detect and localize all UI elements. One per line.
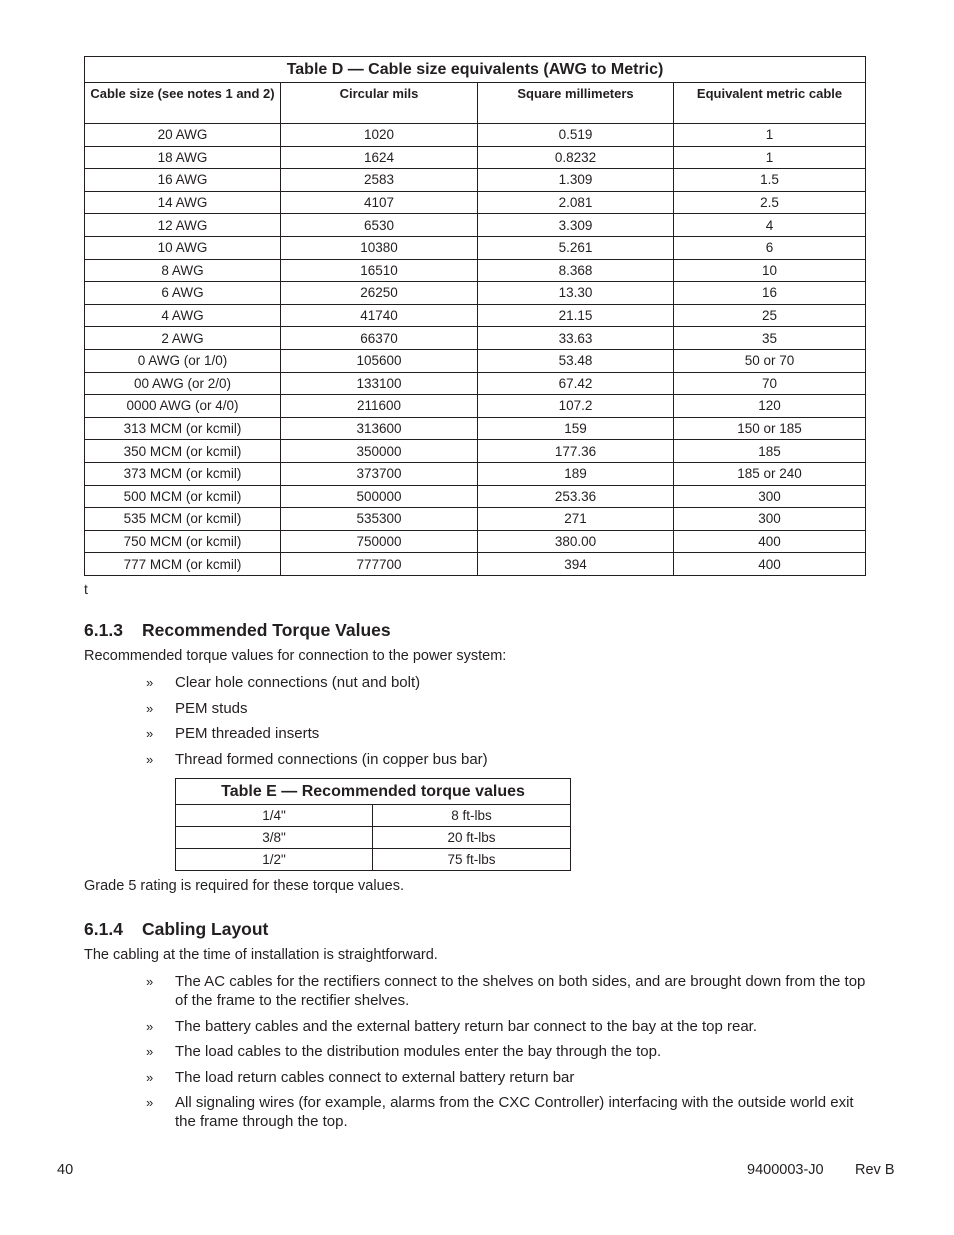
table-row (85, 395, 866, 418)
list-item (146, 1068, 866, 1087)
table-cell: 1 (674, 124, 866, 147)
list-item-text: The AC cables for the rectifiers connect to the shelves on both sides, and are brought down from the top of the frame to the rectifier shelves. (175, 973, 866, 1009)
table-e-torque-values (175, 778, 571, 871)
table-row (85, 191, 866, 214)
table-row (85, 417, 866, 440)
bullet-marker: » (146, 1044, 154, 1059)
table-cell: 13.30 (478, 282, 674, 305)
table-cell: 777 MCM (or kcmil) (85, 553, 281, 576)
table-cell: 177.36 (478, 440, 674, 463)
table-row (85, 236, 866, 259)
list-item-text: Clear hole connections (nut and bolt) (175, 674, 421, 691)
table-cell: 777700 (281, 553, 478, 576)
list-item-text: PEM threaded inserts (175, 725, 320, 742)
table-d-cable-sizes (84, 56, 866, 576)
table-d-header-square-mm: Square millimeters (478, 83, 674, 124)
bullet-marker: » (146, 1018, 154, 1034)
table-row (85, 530, 866, 553)
table-cell: 00 AWG (or 2/0) (85, 372, 281, 395)
table-cell: 500000 (281, 485, 478, 508)
table-cell: 33.63 (478, 327, 674, 350)
table-cell: 6 AWG (85, 282, 281, 305)
table-cell: 10 (674, 259, 866, 282)
table-cell: 535 MCM (or kcmil) (85, 508, 281, 531)
table-cell: 1020 (281, 124, 478, 147)
table-row (85, 259, 866, 282)
section-6-1-3-intro: Recommended torque values for connection to the power system: (84, 648, 507, 664)
table-row (85, 304, 866, 327)
section-6-1-3-heading (84, 620, 391, 641)
table-row (85, 214, 866, 237)
table-cell: 2.5 (674, 191, 866, 214)
table-cell: 1 (674, 146, 866, 169)
table-cell: 0.519 (478, 124, 674, 147)
table-cell: 1/2" (176, 849, 373, 871)
table-cell: 18 AWG (85, 146, 281, 169)
table-cell: 1/4" (176, 805, 373, 827)
section-title: Recommended Torque Values (142, 620, 391, 640)
table-row (85, 553, 866, 576)
list-item-text: The battery cables and the external battery return bar connect to the bay at the top rear. (175, 1017, 758, 1035)
table-row (85, 462, 866, 485)
table-cell: 159 (478, 417, 674, 440)
section-number: 6.1.4 (84, 919, 123, 939)
list-item (146, 1042, 866, 1061)
table-cell: 6 (674, 236, 866, 259)
table-cell: 10380 (281, 236, 478, 259)
table-cell: 211600 (281, 395, 478, 418)
table-cell: 20 AWG (85, 124, 281, 147)
table-e-title: Table E — Recommended torque values (176, 779, 571, 805)
table-cell: 300 (674, 485, 866, 508)
table-cell: 4107 (281, 191, 478, 214)
table-row (85, 372, 866, 395)
table-cell: 25 (674, 304, 866, 327)
table-row (85, 146, 866, 169)
table-cell: 26250 (281, 282, 478, 305)
bullet-marker: » (146, 1069, 154, 1085)
table-cell: 2 AWG (85, 327, 281, 350)
table-row (85, 169, 866, 192)
bullet-marker: » (146, 751, 154, 767)
table-cell: 70 (674, 372, 866, 395)
table-cell: 21.15 (478, 304, 674, 327)
table-cell: 12 AWG (85, 214, 281, 237)
section-6-1-4-intro: The cabling at the time of installation is straightforward. (84, 947, 438, 963)
table-row (85, 440, 866, 463)
table-cell: 350 MCM (or kcmil) (85, 440, 281, 463)
stray-character: t (84, 581, 88, 597)
table-cell: 75 ft-lbs (373, 849, 571, 871)
table-cell: 400 (674, 553, 866, 576)
table-cell: 394 (478, 553, 674, 576)
bullet-marker: » (146, 675, 154, 690)
table-cell: 0 AWG (or 1/0) (85, 349, 281, 372)
table-d-header-cable-size: Cable size (see notes 1 and 2) (85, 83, 281, 124)
list-item (146, 699, 866, 718)
bullet-marker: » (146, 700, 154, 716)
list-item (146, 673, 866, 692)
table-cell: 313600 (281, 417, 478, 440)
torque-grade-note: Grade 5 rating is required for these torque values. (84, 878, 404, 894)
list-item-text: Thread formed connections (in copper bus bar) (175, 750, 488, 768)
table-cell: 35 (674, 327, 866, 350)
list-item (146, 1017, 866, 1036)
list-item-text: The load return cables connect to external battery return bar (175, 1068, 575, 1086)
table-cell: 350000 (281, 440, 478, 463)
list-item-text: PEM studs (175, 699, 248, 717)
table-cell: 16 (674, 282, 866, 305)
list-item (146, 1093, 866, 1131)
section-number: 6.1.3 (84, 620, 123, 640)
table-cell: 3/8" (176, 827, 373, 849)
table-row (176, 827, 571, 849)
table-cell: 500 MCM (or kcmil) (85, 485, 281, 508)
table-cell: 50 or 70 (674, 349, 866, 372)
table-cell: 67.42 (478, 372, 674, 395)
table-cell: 16510 (281, 259, 478, 282)
list-item (146, 750, 866, 769)
table-cell: 14 AWG (85, 191, 281, 214)
table-cell: 66370 (281, 327, 478, 350)
table-cell: 1.5 (674, 169, 866, 192)
table-row (176, 849, 571, 871)
list-item (146, 972, 866, 1010)
table-cell: 185 or 240 (674, 462, 866, 485)
bullet-marker: » (146, 974, 154, 989)
table-cell: 373700 (281, 462, 478, 485)
table-row (85, 485, 866, 508)
table-d-header-metric-cable: Equivalent metric cable (674, 83, 866, 124)
table-cell: 313 MCM (or kcmil) (85, 417, 281, 440)
table-cell: 380.00 (478, 530, 674, 553)
table-cell: 133100 (281, 372, 478, 395)
table-cell: 107.2 (478, 395, 674, 418)
table-cell: 5.261 (478, 236, 674, 259)
table-cell: 20 ft-lbs (373, 827, 571, 849)
table-d-title: Table D — Cable size equivalents (AWG to Metric) (85, 57, 866, 83)
table-cell: 0.8232 (478, 146, 674, 169)
bullet-marker: » (146, 1095, 154, 1110)
cabling-layout-list (146, 972, 866, 1138)
table-cell: 120 (674, 395, 866, 418)
table-cell: 185 (674, 440, 866, 463)
table-row (85, 349, 866, 372)
section-6-1-4-heading (84, 919, 268, 940)
table-cell: 300 (674, 508, 866, 531)
table-cell: 750 MCM (or kcmil) (85, 530, 281, 553)
table-cell: 400 (674, 530, 866, 553)
table-cell: 105600 (281, 349, 478, 372)
table-cell: 1624 (281, 146, 478, 169)
table-cell: 2583 (281, 169, 478, 192)
table-cell: 2.081 (478, 191, 674, 214)
page-number: 40 (57, 1162, 74, 1178)
table-row (85, 282, 866, 305)
list-item (146, 724, 866, 743)
table-cell: 8 ft-lbs (373, 805, 571, 827)
table-cell: 535300 (281, 508, 478, 531)
table-cell: 373 MCM (or kcmil) (85, 462, 281, 485)
list-item-text: The load cables to the distribution modules enter the bay through the top. (175, 1043, 662, 1060)
table-cell: 16 AWG (85, 169, 281, 192)
bullet-marker: » (146, 726, 154, 741)
document-id: 9400003-J0 (747, 1162, 824, 1178)
table-cell: 0000 AWG (or 4/0) (85, 395, 281, 418)
table-cell: 6530 (281, 214, 478, 237)
table-cell: 271 (478, 508, 674, 531)
table-row (85, 327, 866, 350)
table-cell: 10 AWG (85, 236, 281, 259)
table-cell: 53.48 (478, 349, 674, 372)
table-cell: 8.368 (478, 259, 674, 282)
torque-connection-list (146, 673, 866, 775)
table-cell: 4 (674, 214, 866, 237)
table-cell: 253.36 (478, 485, 674, 508)
revision: Rev B (855, 1162, 895, 1178)
section-title: Cabling Layout (142, 919, 269, 939)
table-cell: 1.309 (478, 169, 674, 192)
table-cell: 8 AWG (85, 259, 281, 282)
table-cell: 189 (478, 462, 674, 485)
table-cell: 3.309 (478, 214, 674, 237)
table-cell: 750000 (281, 530, 478, 553)
table-e-body (176, 805, 571, 871)
table-cell: 41740 (281, 304, 478, 327)
table-row (85, 124, 866, 147)
table-d-header-circular-mils: Circular mils (281, 83, 478, 124)
list-item-text: All signaling wires (for example, alarms from the CXC Controller) interfacing with the outside world exit the frame through the top. (175, 1094, 854, 1130)
table-d-body (85, 124, 866, 576)
table-row (85, 508, 866, 531)
table-row (176, 805, 571, 827)
table-cell: 150 or 185 (674, 417, 866, 440)
table-cell: 4 AWG (85, 304, 281, 327)
